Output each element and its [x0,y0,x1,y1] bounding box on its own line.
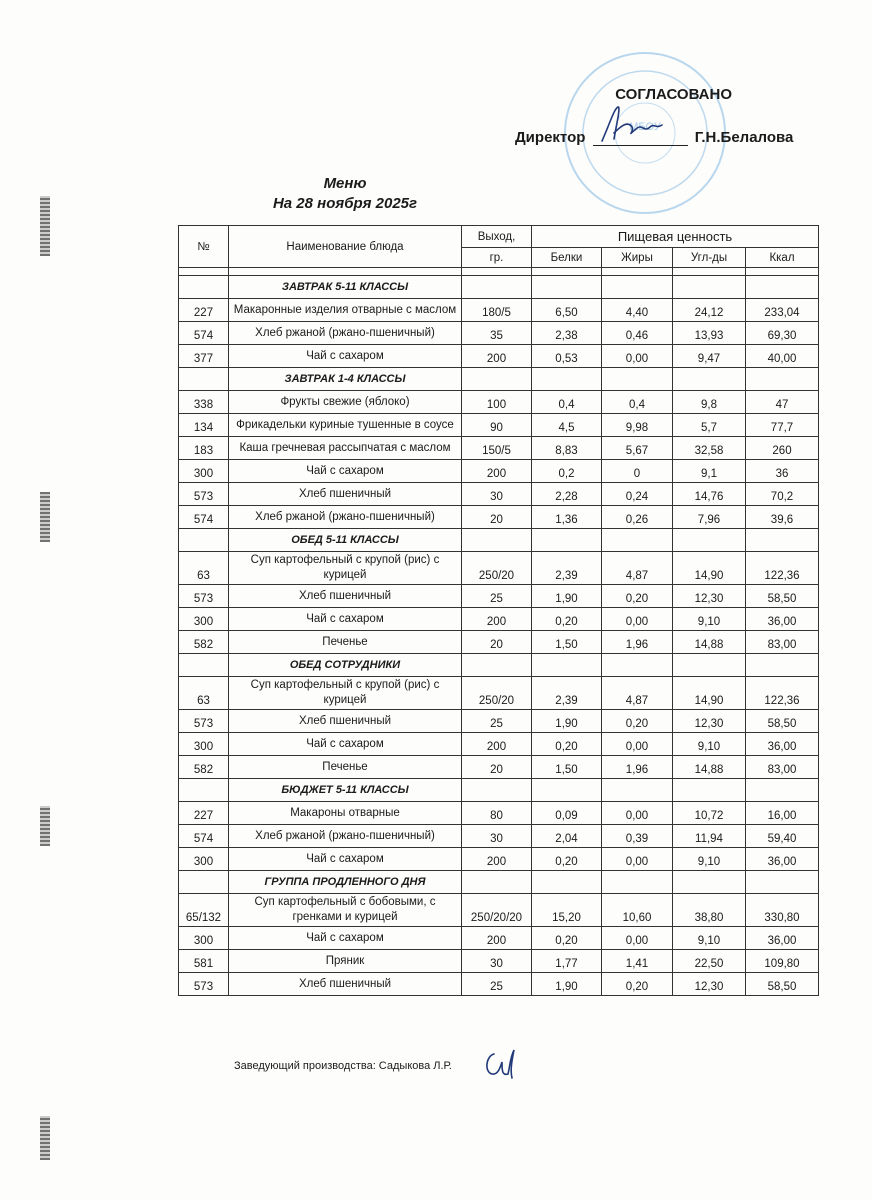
dish-fats: 0,00 [602,608,673,631]
dish-fats: 0,26 [602,506,673,529]
dish-proteins: 1,50 [532,631,602,654]
dish-output: 150/5 [462,437,532,460]
dish-carbs: 11,94 [673,825,746,848]
dish-proteins: 0,20 [532,927,602,950]
dish-proteins: 15,20 [532,894,602,927]
dish-fats: 0,4 [602,391,673,414]
dish-kcal: 36,00 [746,608,819,631]
dish-kcal: 70,2 [746,483,819,506]
dish-output: 35 [462,322,532,345]
dish-fats: 0 [602,460,673,483]
dish-fats: 0,20 [602,973,673,996]
dish-name: Макароны отварные [229,802,462,825]
dish-proteins: 1,90 [532,585,602,608]
scan-artifact [40,196,50,256]
table-row [179,756,819,779]
dish-name: Печенье [229,756,462,779]
dish-kcal: 58,50 [746,973,819,996]
dish-fats: 9,98 [602,414,673,437]
scan-artifact [40,806,50,846]
dish-name: Чай с сахаром [229,345,462,368]
dish-name: Хлеб ржаной (ржано-пшеничный) [229,506,462,529]
dish-output: 200 [462,608,532,631]
dish-number: 227 [179,802,229,825]
table-row [179,608,819,631]
dish-kcal: 36,00 [746,733,819,756]
dish-carbs: 12,30 [673,710,746,733]
dish-name: Хлеб пшеничный [229,973,462,996]
dish-number: 574 [179,825,229,848]
dish-name: Печенье [229,631,462,654]
dish-name: Хлеб пшеничный [229,710,462,733]
dish-carbs: 38,80 [673,894,746,927]
header-nutrition: Пищевая ценность [532,226,819,248]
table-row [179,585,819,608]
dish-number: 582 [179,756,229,779]
table-row [179,950,819,973]
dish-number: 63 [179,552,229,585]
table-row [179,894,819,927]
dish-number: 227 [179,299,229,322]
dish-name: Пряник [229,950,462,973]
table-row [179,677,819,710]
dish-name: Хлеб пшеничный [229,483,462,506]
dish-number: 581 [179,950,229,973]
section-row [179,871,819,894]
dish-output: 180/5 [462,299,532,322]
scan-artifact [40,492,50,542]
dish-output: 100 [462,391,532,414]
table-row [179,733,819,756]
table-row [179,631,819,654]
dish-carbs: 14,88 [673,756,746,779]
dish-name: Чай с сахаром [229,608,462,631]
header-dish-name: Наименование блюда [229,226,462,268]
approval-label: СОГЛАСОВАНО [615,86,732,103]
dish-number: 300 [179,608,229,631]
dish-output: 250/20 [462,552,532,585]
menu-table [178,225,819,996]
dish-kcal: 36,00 [746,848,819,871]
dish-fats: 0,39 [602,825,673,848]
dish-kcal: 40,00 [746,345,819,368]
dish-output: 25 [462,585,532,608]
table-row [179,391,819,414]
dish-output: 30 [462,825,532,848]
dish-number: 300 [179,733,229,756]
dish-kcal: 122,36 [746,677,819,710]
section-title: ОБЕД 5-11 КЛАССЫ [229,529,462,552]
dish-fats: 1,96 [602,756,673,779]
dish-fats: 0,20 [602,710,673,733]
dish-carbs: 24,12 [673,299,746,322]
dish-proteins: 2,38 [532,322,602,345]
header-proteins: Белки [532,248,602,268]
table-row [179,927,819,950]
dish-number: 574 [179,506,229,529]
dish-fats: 0,20 [602,585,673,608]
dish-name: Каша гречневая рассыпчатая с маслом [229,437,462,460]
section-row [179,276,819,299]
section-title: БЮДЖЕТ 5-11 КЛАССЫ [229,779,462,802]
dish-kcal: 59,40 [746,825,819,848]
dish-name: Хлеб ржаной (ржано-пшеничный) [229,825,462,848]
section-title: ГРУППА ПРОДЛЕННОГО ДНЯ [229,871,462,894]
dish-proteins: 2,28 [532,483,602,506]
menu-table-body [179,276,819,996]
dish-proteins: 0,4 [532,391,602,414]
dish-number: 134 [179,414,229,437]
dish-proteins: 1,36 [532,506,602,529]
dish-output: 25 [462,973,532,996]
dish-output: 250/20/20 [462,894,532,927]
table-row [179,437,819,460]
section-row [179,779,819,802]
dish-name: Чай с сахаром [229,848,462,871]
dish-output: 80 [462,802,532,825]
dish-carbs: 9,10 [673,733,746,756]
dish-kcal: 69,30 [746,322,819,345]
dish-output: 200 [462,848,532,871]
section-title: ОБЕД СОТРУДНИКИ [229,654,462,677]
dish-name: Чай с сахаром [229,927,462,950]
dish-number: 183 [179,437,229,460]
footer-signature [480,1046,520,1082]
dish-proteins: 0,20 [532,608,602,631]
dish-kcal: 16,00 [746,802,819,825]
dish-kcal: 36,00 [746,927,819,950]
scan-artifact [40,1116,50,1160]
dish-fats: 4,87 [602,677,673,710]
dish-kcal: 39,6 [746,506,819,529]
dish-carbs: 9,10 [673,848,746,871]
dish-fats: 1,41 [602,950,673,973]
dish-carbs: 22,50 [673,950,746,973]
dish-carbs: 32,58 [673,437,746,460]
dish-proteins: 8,83 [532,437,602,460]
header-carbs: Угл-ды [673,248,746,268]
table-row [179,552,819,585]
dish-proteins: 1,90 [532,973,602,996]
dish-carbs: 7,96 [673,506,746,529]
dish-fats: 10,60 [602,894,673,927]
table-row [179,825,819,848]
dish-output: 200 [462,927,532,950]
dish-output: 250/20 [462,677,532,710]
section-row [179,529,819,552]
dish-number: 377 [179,345,229,368]
dish-proteins: 0,2 [532,460,602,483]
dish-carbs: 9,47 [673,345,746,368]
table-row [179,710,819,733]
dish-carbs: 9,10 [673,608,746,631]
dish-output: 200 [462,460,532,483]
dish-kcal: 83,00 [746,756,819,779]
dish-fats: 0,00 [602,848,673,871]
stamp-text: МБОУ [629,121,661,133]
dish-fats: 4,87 [602,552,673,585]
dish-carbs: 14,88 [673,631,746,654]
dish-proteins: 0,20 [532,848,602,871]
dish-fats: 0,00 [602,927,673,950]
dish-fats: 5,67 [602,437,673,460]
section-title: ЗАВТРАК 1-4 КЛАССЫ [229,368,462,391]
table-row [179,483,819,506]
dish-carbs: 12,30 [673,973,746,996]
header-output: Выход, [462,226,532,248]
header-kcal: Ккал [746,248,819,268]
dish-proteins: 2,39 [532,552,602,585]
dish-carbs: 13,93 [673,322,746,345]
page-title [250,174,440,214]
dish-output: 20 [462,631,532,654]
director-signature [596,103,666,147]
dish-number: 300 [179,927,229,950]
dish-carbs: 14,90 [673,552,746,585]
dish-proteins: 2,39 [532,677,602,710]
header-fats: Жиры [602,248,673,268]
dish-number: 65/132 [179,894,229,927]
dish-kcal: 330,80 [746,894,819,927]
dish-number: 573 [179,710,229,733]
dish-fats: 0,24 [602,483,673,506]
dish-fats: 1,96 [602,631,673,654]
dish-fats: 0,00 [602,345,673,368]
dish-carbs: 14,76 [673,483,746,506]
dish-number: 300 [179,460,229,483]
table-row [179,414,819,437]
dish-proteins: 6,50 [532,299,602,322]
dish-kcal: 58,50 [746,710,819,733]
dish-carbs: 5,7 [673,414,746,437]
dish-name: Чай с сахаром [229,460,462,483]
dish-number: 573 [179,585,229,608]
dish-kcal: 47 [746,391,819,414]
dish-number: 573 [179,483,229,506]
title-line-2: На 28 ноября 2025г [272,195,418,212]
dish-name: Хлеб ржаной (ржано-пшеничный) [229,322,462,345]
dish-output: 90 [462,414,532,437]
dish-output: 20 [462,506,532,529]
dish-number: 574 [179,322,229,345]
dish-kcal: 122,36 [746,552,819,585]
dish-number: 63 [179,677,229,710]
dish-fats: 0,00 [602,733,673,756]
dish-fats: 0,00 [602,802,673,825]
dish-name: Макаронные изделия отварные с маслом [229,299,462,322]
table-row [179,802,819,825]
dish-kcal: 36 [746,460,819,483]
dish-number: 300 [179,848,229,871]
dish-name: Чай с сахаром [229,733,462,756]
dish-proteins: 2,04 [532,825,602,848]
dish-proteins: 1,77 [532,950,602,973]
dish-fats: 0,46 [602,322,673,345]
director-name: Г.Н.Белалова [694,129,794,146]
dish-name: Фрукты свежие (яблоко) [229,391,462,414]
dish-name: Фрикадельки куриные тушенные в соусе [229,414,462,437]
dish-number: 338 [179,391,229,414]
dish-kcal: 58,50 [746,585,819,608]
dish-carbs: 9,1 [673,460,746,483]
table-row [179,506,819,529]
dish-carbs: 12,30 [673,585,746,608]
header-output-unit: гр. [462,248,532,268]
dish-carbs: 10,72 [673,802,746,825]
dish-carbs: 14,90 [673,677,746,710]
dish-fats: 4,40 [602,299,673,322]
table-row [179,848,819,871]
table-row [179,345,819,368]
dish-proteins: 1,90 [532,710,602,733]
dish-kcal: 83,00 [746,631,819,654]
section-row [179,368,819,391]
dish-proteins: 0,53 [532,345,602,368]
dish-carbs: 9,8 [673,391,746,414]
dish-carbs: 9,10 [673,927,746,950]
dish-name: Хлеб пшеничный [229,585,462,608]
director-label: Директор [515,129,586,146]
dish-proteins: 0,09 [532,802,602,825]
section-title: ЗАВТРАК 5-11 КЛАССЫ [229,276,462,299]
dish-number: 582 [179,631,229,654]
dish-number: 573 [179,973,229,996]
table-row [179,299,819,322]
dish-name: Суп картофельный с крупой (рис) с курицей [229,677,462,710]
footer-label: Заведующий производства: Садыкова Л.Р. [234,1060,452,1072]
header-number: № [179,226,229,268]
dish-proteins: 4,5 [532,414,602,437]
dish-name: Суп картофельный с бобовыми, с гренками и курицей [229,894,462,927]
dish-kcal: 233,04 [746,299,819,322]
dish-output: 30 [462,483,532,506]
dish-output: 20 [462,756,532,779]
table-row [179,322,819,345]
dish-kcal: 77,7 [746,414,819,437]
title-line-1: Меню [323,175,367,192]
dish-output: 25 [462,710,532,733]
table-row [179,460,819,483]
dish-proteins: 0,20 [532,733,602,756]
dish-output: 200 [462,345,532,368]
dish-output: 200 [462,733,532,756]
dish-name: Суп картофельный с крупой (рис) с курицей [229,552,462,585]
dish-proteins: 1,50 [532,756,602,779]
table-row [179,973,819,996]
dish-output: 30 [462,950,532,973]
dish-kcal: 109,80 [746,950,819,973]
dish-kcal: 260 [746,437,819,460]
section-row [179,654,819,677]
